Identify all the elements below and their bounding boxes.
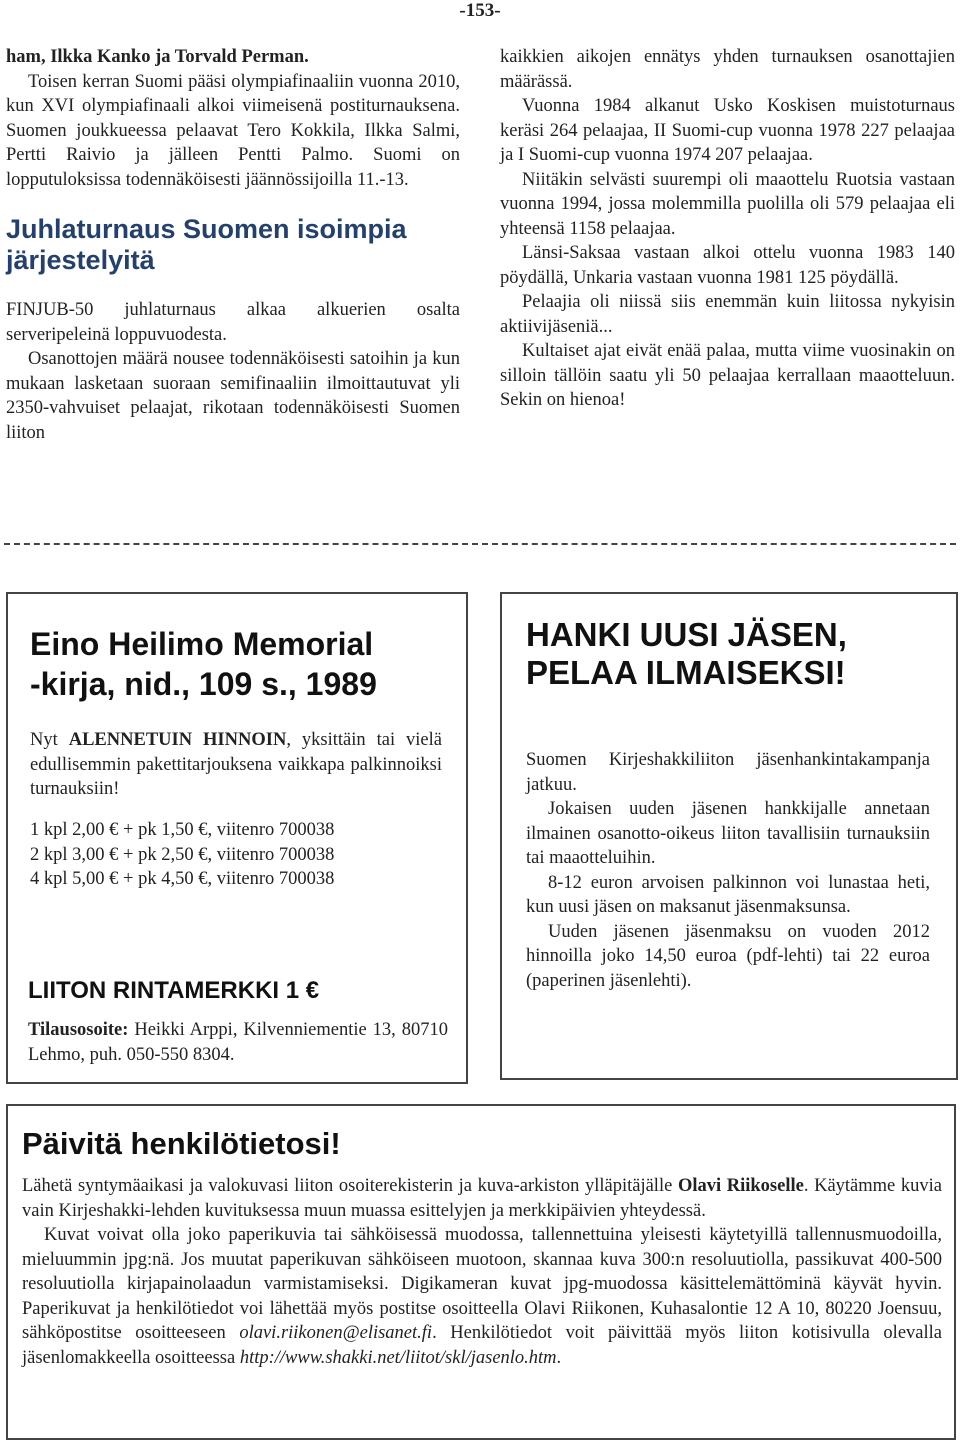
paragraph: 8-12 euron arvoisen palkinnon voi lunastaa heti, kun uusi jäsen on maksanut jäsenmaksunsa.	[526, 872, 930, 917]
paragraph: Suomen Kirjeshakkiliiton jäsenhankintakampanja jatkuu.	[526, 750, 930, 795]
member-ad-box	[500, 592, 958, 1080]
price-line: 4 kpl 5,00 € + pk 4,50 €, viitenro 700038	[30, 869, 335, 889]
update-title: Päivitä henkilötietosi!	[22, 1126, 341, 1161]
right-column	[500, 45, 955, 413]
member-ad-text	[526, 748, 930, 993]
paragraph: Osanottojen määrä nousee todennäköisesti satoihin ja kun mukaan lasketaan suoraan semifinaaliin ilmoittautuvat yli 2350-vahvuiset pelaajat, rikotaan todennäköisesti Suomen liiton	[6, 349, 460, 443]
paragraph: kaikkien aikojen ennätys yhden turnauksen osanottajien määrässä.	[500, 47, 955, 92]
paragraph: Länsi-Saksaa vastaan alkoi ottelu vuonna 1983 140 pöydällä, Unkaria vastaan vuonna 1981 125 pöydällä.	[500, 243, 955, 288]
book-title: Eino Heilimo Memorial -kirja, nid., 109 s., 1989	[30, 626, 377, 702]
book-intro: Nyt ALENNETUIN HINNOIN, yksittäin tai vielä edullisemmin pakettitarjouksena vaikkapa palkinnoiksi turnauksiin!	[30, 730, 442, 799]
page-number: -153-	[459, 0, 501, 21]
paragraph: Toisen kerran Suomi pääsi olympiafinaaliin vuonna 2010, kun XVI olympiafinaali alkoi viimeisenä postiturnauksena. Suomen joukkueessa pelaavat Tero Kokkila, Ilkka Salmi, Pertti Raivio ja jälleen Pentti Palmo. Suomi on lopputuloksissa todennäköisesti jäännössijoilla 11.-13.	[6, 71, 460, 190]
price-line: 2 kpl 3,00 € + pk 2,50 €, viitenro 700038	[30, 844, 335, 865]
paragraph: Lähetä syntymäaikasi ja valokuvasi liiton osoiterekisterin ja kuva-arkiston ylläpitäjälle Olavi Riikoselle. Käytämme kuvia vain Kirjeshakki-lehden kuvituksessa muun muassa esittelyjen ja merkkipäivien yhteydessä.	[22, 1176, 942, 1221]
order-address: Tilausosoite: Heikki Arppi, Kilvenniementie 13, 80710 Lehmo, puh. 050-550 8304.	[28, 1020, 448, 1065]
paragraph: FINJUB-50 juhlaturnaus alkaa alkuerien osalta serveripeleinä loppuvuodesta.	[6, 300, 460, 345]
paragraph: Niitäkin selvästi suurempi oli maaottelu Ruotsia vastaan vuonna 1994, jossa molemmilla puolilla oli 579 pelaajaa eli yhteensä 1158 pelaajaa.	[500, 169, 955, 239]
section-heading: Juhlaturnaus Suomen isoimpia järjestelyitä	[6, 214, 407, 275]
paragraph: ham, Ilkka Kanko ja Torvald Perman.	[6, 47, 309, 67]
update-text	[22, 1174, 942, 1370]
paragraph: Vuonna 1984 alkanut Usko Koskisen muistoturnaus keräsi 264 pelaajaa, II Suomi-cup vuonna 1978 227 pelaajaa ja I Suomi-cup vuonna 1974 207 pelaajaa.	[500, 96, 955, 165]
price-list	[30, 818, 450, 892]
paragraph: Kuvat voivat olla joko paperikuvia tai sähköisessä muodossa, tallennettuina yleisesti käytetyillä tallennusmuodoilla, mieluummin jpg:nä. Jos muutat paperikuvan sähköiseen muotoon, skannaa kuva 300:n resoluutiolla, passikuvat 400-500 resoluutiolla kirjapainolaadun varmistamiseksi. Digikameran kuvat jpg-muodossa käsittelemättöminä käyvät hyvin. Paperikuvat ja henkilötiedot voi lähettää myös postitse osoitteella Olavi Riikonen, Kuhasalontie 12 A 10, 80220 Joensuu, sähköpostitse osoitteeseen olavi.riikonen@elisanet.fi. Henkilötiedot voit päivittää myös liiton kotisivulla olevalla jäsenlomakkeella osoitteessa http://www.shakki.net/liitot/skl/jasenlo.htm.	[22, 1225, 942, 1368]
url-link[interactable]: http://www.shakki.net/liitot/skl/jasenlo.htm	[239, 1347, 557, 1368]
dashed-divider	[4, 543, 956, 545]
paragraph: Pelaajia oli niissä siis enemmän kuin liitossa nykyisin aktiivijäseniä...	[500, 292, 955, 337]
update-info-box	[6, 1104, 956, 1440]
member-ad-title: HANKI UUSI JÄSEN, PELAA ILMAISEKSI!	[526, 616, 847, 691]
paragraph: Uuden jäsenen jäsenmaksu on vuoden 2012 hinnoilla joko 14,50 euroa (pdf-lehti) tai 22 euroa (paperinen jäsenlehti).	[526, 921, 930, 991]
email-link[interactable]: olavi.riikonen@elisanet.fi	[239, 1323, 433, 1343]
badge-title: LIITON RINTAMERKKI 1 €	[28, 977, 320, 1004]
price-line: 1 kpl 2,00 € + pk 1,50 €, viitenro 700038	[30, 820, 335, 840]
left-column	[6, 45, 460, 445]
paragraph: Kultaiset ajat eivät enää palaa, mutta viime vuosinakin on silloin tällöin saatu yli 50 pelaajaa kerrallaan maaotteluun. Sekin on hienoa!	[500, 341, 955, 410]
book-ad-box	[6, 592, 468, 1084]
paragraph: Jokaisen uuden jäsenen hankkijalle annetaan ilmainen osanotto-oikeus liiton tavallisiin turnauksiin tai maaotteluihin.	[526, 799, 930, 868]
